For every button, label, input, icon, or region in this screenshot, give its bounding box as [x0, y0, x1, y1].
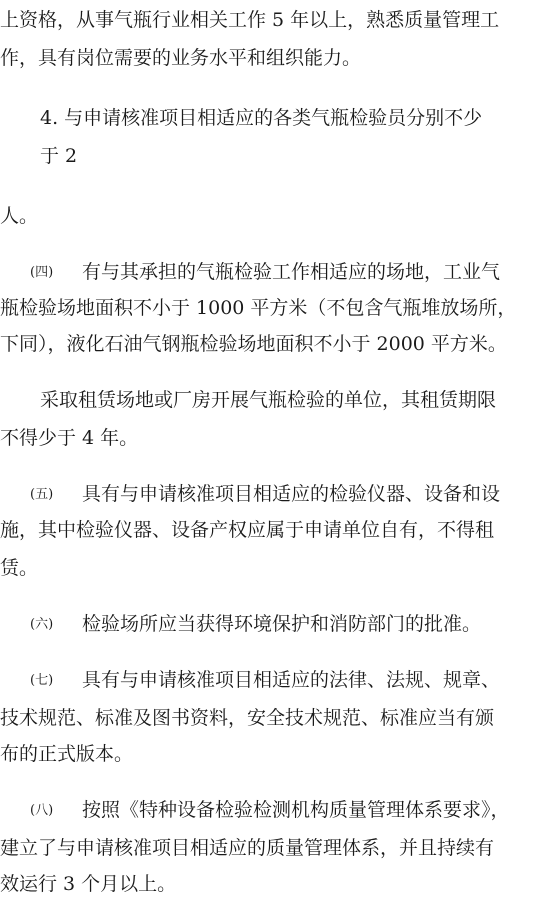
text-line: 具有与申请核准项目相适应的检验仪器、设备和设: [82, 483, 501, 505]
text-line: 有与其承担的气瓶检验工作相适应的场地，工业气: [82, 261, 501, 283]
text-line: 4. 与申请核准项目相适应的各类气瓶检验员分别不少: [40, 107, 483, 129]
text-line: 检验场所应当获得环境保护和消防部门的批准。: [82, 613, 482, 635]
text-line: 施，其中检验仪器、设备产权应属于申请单位自有，不得租: [0, 519, 495, 541]
section-line: [0, 668, 554, 693]
text-line: 技术规范、标准及图书资料，安全技术规范、标准应当有颁: [0, 707, 495, 729]
text-line: 上资格，从事气瓶行业相关工作 5 年以上，熟悉质量管理工: [0, 9, 500, 31]
text-line: 人。: [0, 205, 39, 227]
text-line: 具有与申请核准项目相适应的法律、法规、规章、: [82, 669, 501, 691]
section-line: [0, 798, 554, 823]
section-line: [0, 612, 554, 637]
section-line: [0, 260, 554, 285]
text-line: 赁。: [0, 557, 39, 579]
text-line: 建立了与申请核准项目相适应的质量管理体系，并且持续有: [0, 837, 495, 859]
text-line: 瓶检验场地面积不小于 1000 平方米（不包含气瓶堆放场所，: [0, 297, 517, 319]
section-marker: (五): [30, 487, 54, 502]
text-line: 作，具有岗位需要的业务水平和组织能力。: [0, 47, 362, 69]
text-line: 按照《特种设备检验检测机构质量管理体系要求》，: [82, 799, 510, 821]
section-marker: (四): [30, 265, 54, 280]
text-line: 下同），液化石油气钢瓶检验场地面积不小于 2000 平方米。: [0, 333, 507, 355]
section-line: [0, 482, 554, 507]
text-line: 于 2: [40, 145, 78, 167]
text-line: 布的正式版本。: [0, 743, 134, 765]
section-marker: (六): [30, 617, 54, 632]
section-marker: (八): [30, 803, 54, 818]
section-marker: (七): [30, 673, 54, 688]
text-line: 采取租赁场地或厂房开展气瓶检验的单位，其租赁期限: [40, 389, 497, 411]
text-line: 不得少于 4 年。: [0, 427, 139, 449]
text-line: 效运行 3 个月以上。: [0, 873, 177, 895]
